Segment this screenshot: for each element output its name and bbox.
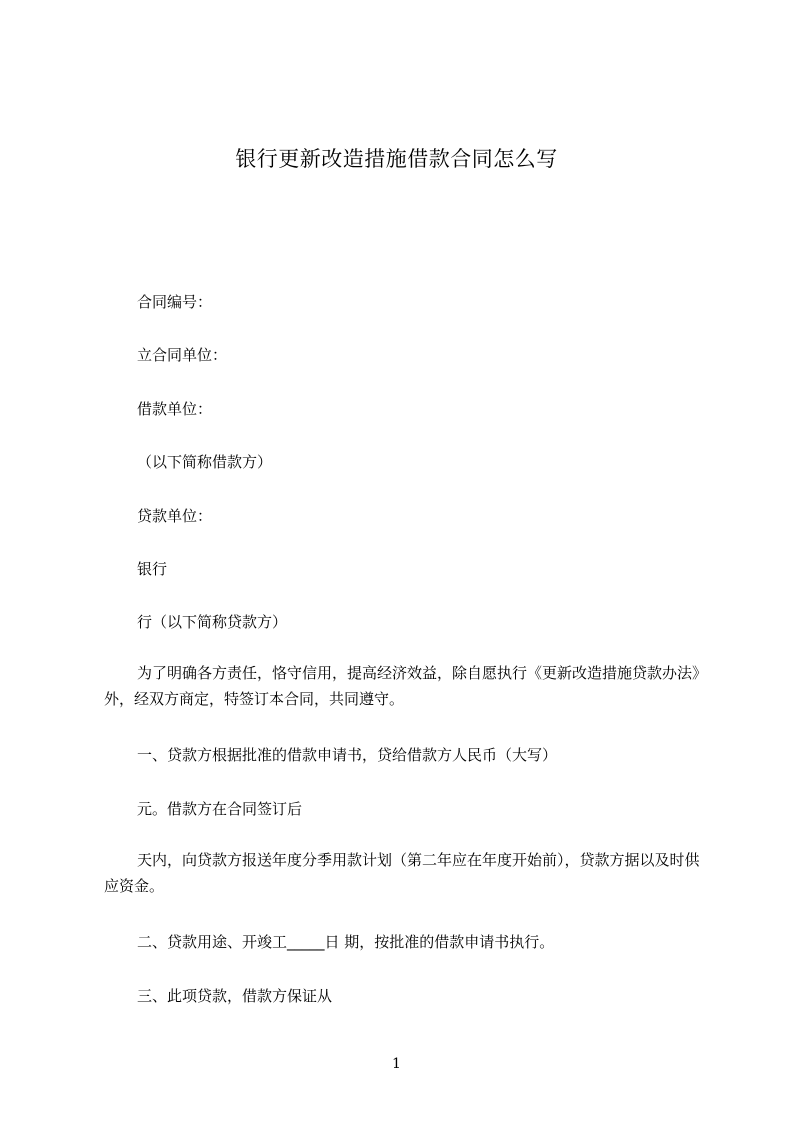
clause-1-continuation: 元。借款方在合同签订后 [137, 800, 303, 818]
clause-3-line: 三、此项贷款，借款方保证从 [137, 987, 333, 1005]
clause-1-line: 一、贷款方根据批准的借款申请书，贷给借款方人民币（大写） [137, 746, 558, 764]
party-unit-line: 立合同单位： [137, 346, 228, 364]
borrower-unit-line: 借款单位： [137, 400, 213, 418]
borrower-alias-line: （以下简称借款方） [137, 453, 273, 471]
bank-line: 银行 [137, 560, 168, 578]
clause-1-paragraph: 天内，向贷款方报送年度分季用款计划（第二年应在年度开始前），贷款方据以及时供应资金。 [104, 851, 700, 895]
page-number: 1 [392, 1056, 401, 1072]
clause-2-line: 二、贷款用途、开竣工_____日 期，按批准的借款申请书执行。 [137, 933, 555, 951]
document-title: 银行更新改造措施借款合同怎么写 [235, 147, 558, 171]
contract-number-line: 合同编号： [137, 293, 213, 311]
lender-unit-line: 贷款单位： [137, 507, 213, 525]
lender-alias-line: 行（以下简称贷款方） [137, 613, 288, 631]
preamble-paragraph: 为了明确各方责任，恪守信用，提高经济效益，除自愿执行《更新改造措施贷款办法》外，经双方商定，特签订本合同，共同遵守。 [104, 664, 700, 708]
